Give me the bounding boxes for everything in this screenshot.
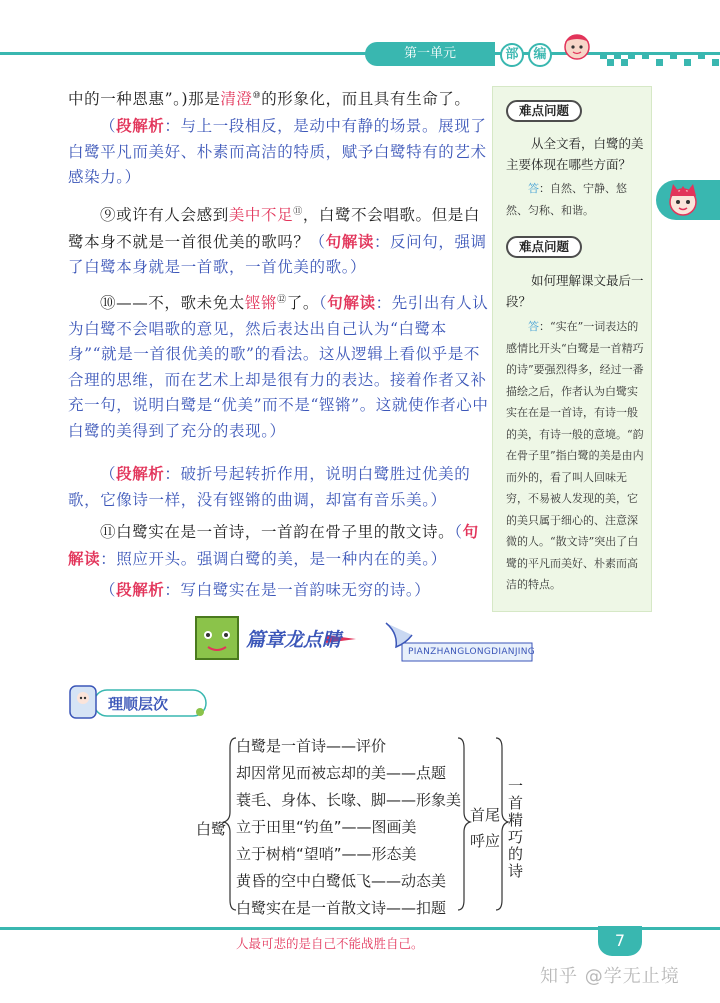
sidebar-question-2: 如何理解课文最后一段？ [506, 273, 644, 309]
tree-item: 立于田里“钓鱼”——图画美 [236, 818, 417, 836]
sidebar-title-1: 难点问题 [506, 100, 582, 122]
banner-pinyin: PIANZHANGLONGDIANJING [408, 647, 536, 657]
checker-decoration [600, 52, 720, 66]
banner-title: 篇章龙点睛 [246, 629, 342, 651]
tree-right-label: 一首精巧的诗 [508, 777, 524, 880]
badge-bian: 编 [528, 43, 552, 67]
sidebar-answer-2: 答：“实在”一词表达的感情比开头“白鹭是一首精巧的诗”要强烈得多，经过一番描绘之后，作者认为白鹭实实在在是一首诗，有诗一般的美，有诗一般的意境。“韵在骨子里”指白鹭的美是由内而外的，看了叫人回味无穷，不易被人发现的美，它的美只属于细心的、注意深微的人。“散文诗”突出了白鹭的平凡而美好、朴素而高洁的特点。 [506, 320, 644, 591]
paragraph-analysis-1: （段解析：与上一段相反，是动中有静的场景。展现了白鹭平凡而美好、朴素而高洁的特质，赋予白鹭特有的艺术感染力。） [68, 116, 487, 186]
section-title: 理顺层次 [108, 695, 169, 713]
page-number: 7 [598, 926, 642, 956]
sidebar-answer-1: 答：自然、宁静、悠然、匀称、和谐。 [506, 182, 627, 217]
paragraph-analysis-2: （段解析：破折号起转折作用，说明白鹭胜过优美的歌，它像诗一样，没有铿锵的曲调，却富有音乐美。） [68, 464, 471, 509]
mascot-icon [560, 28, 594, 62]
tree-mid-label-2: 呼应 [470, 832, 501, 850]
sidebar-question-1: 从全文看，白鹭的美主要体现在哪些方面？ [506, 136, 644, 172]
tree-item: 却因常见而被忘却的美——点题 [236, 764, 447, 782]
tree-mid-label-1: 首尾 [470, 806, 501, 824]
paragraph-11: ⑪白鹭实在是一首诗，一首韵在骨子里的散文诗。（句解读：照应开头。强调白鹭的美，是一种内在的美。） [68, 522, 479, 568]
paragraph-9: ⑨或许有人会感到美中不足⑪，白鹭不会唱歌。但是白鹭本身不就是一首很优美的歌吗？（句解读：反问句，强调了白鹭本身就是一首歌，一首优美的歌。） [68, 206, 487, 277]
side-mascot-icon [664, 180, 702, 220]
tree-item: 白鹭是一首诗——评价 [236, 737, 387, 755]
footer-motto: 人最可悲的是自己不能战胜自己。 [236, 936, 424, 951]
badge-bu: 部 [500, 43, 524, 67]
sidebar-title-2: 难点问题 [506, 236, 582, 258]
paragraph-10: ⑩——不，歌未免太铿锵⑫了。（句解读：先引出有人认为白鹭不会唱歌的意见，然后表达出自己认为“白鹭本身”“就是一首很优美的歌”的看法。这从逻辑上看似乎是不合理的思维，而在艺术上却是很有力的表达。接着作者又补充一句，说明白鹭是“优美”而不是“铿锵”。这就使作者心中白鹭的美得到了充分的表现。） [68, 293, 489, 440]
tree-item: 黄昏的空中白鹭低飞——动态美 [236, 872, 447, 890]
banner-decoration [186, 613, 534, 665]
tree-item: 立于树梢“望哨”——形态美 [236, 845, 417, 863]
tree-item: 白鹭实在是一首散文诗——扣题 [236, 899, 447, 917]
tree-item: 蓑毛、身体、长喙、脚——形象美 [236, 791, 462, 809]
unit-label: 第一单元 [365, 42, 495, 66]
watermark: 知乎 @学无止境 [540, 966, 680, 987]
paragraph-1: 中的一种恩惠”。)那是清澄⑩的形象化，而且具有生命了。 [68, 90, 471, 109]
paragraph-analysis-3: （段解析：写白鹭实在是一首韵味无穷的诗。） [100, 580, 431, 599]
tree-root: 白鹭 [196, 820, 227, 838]
